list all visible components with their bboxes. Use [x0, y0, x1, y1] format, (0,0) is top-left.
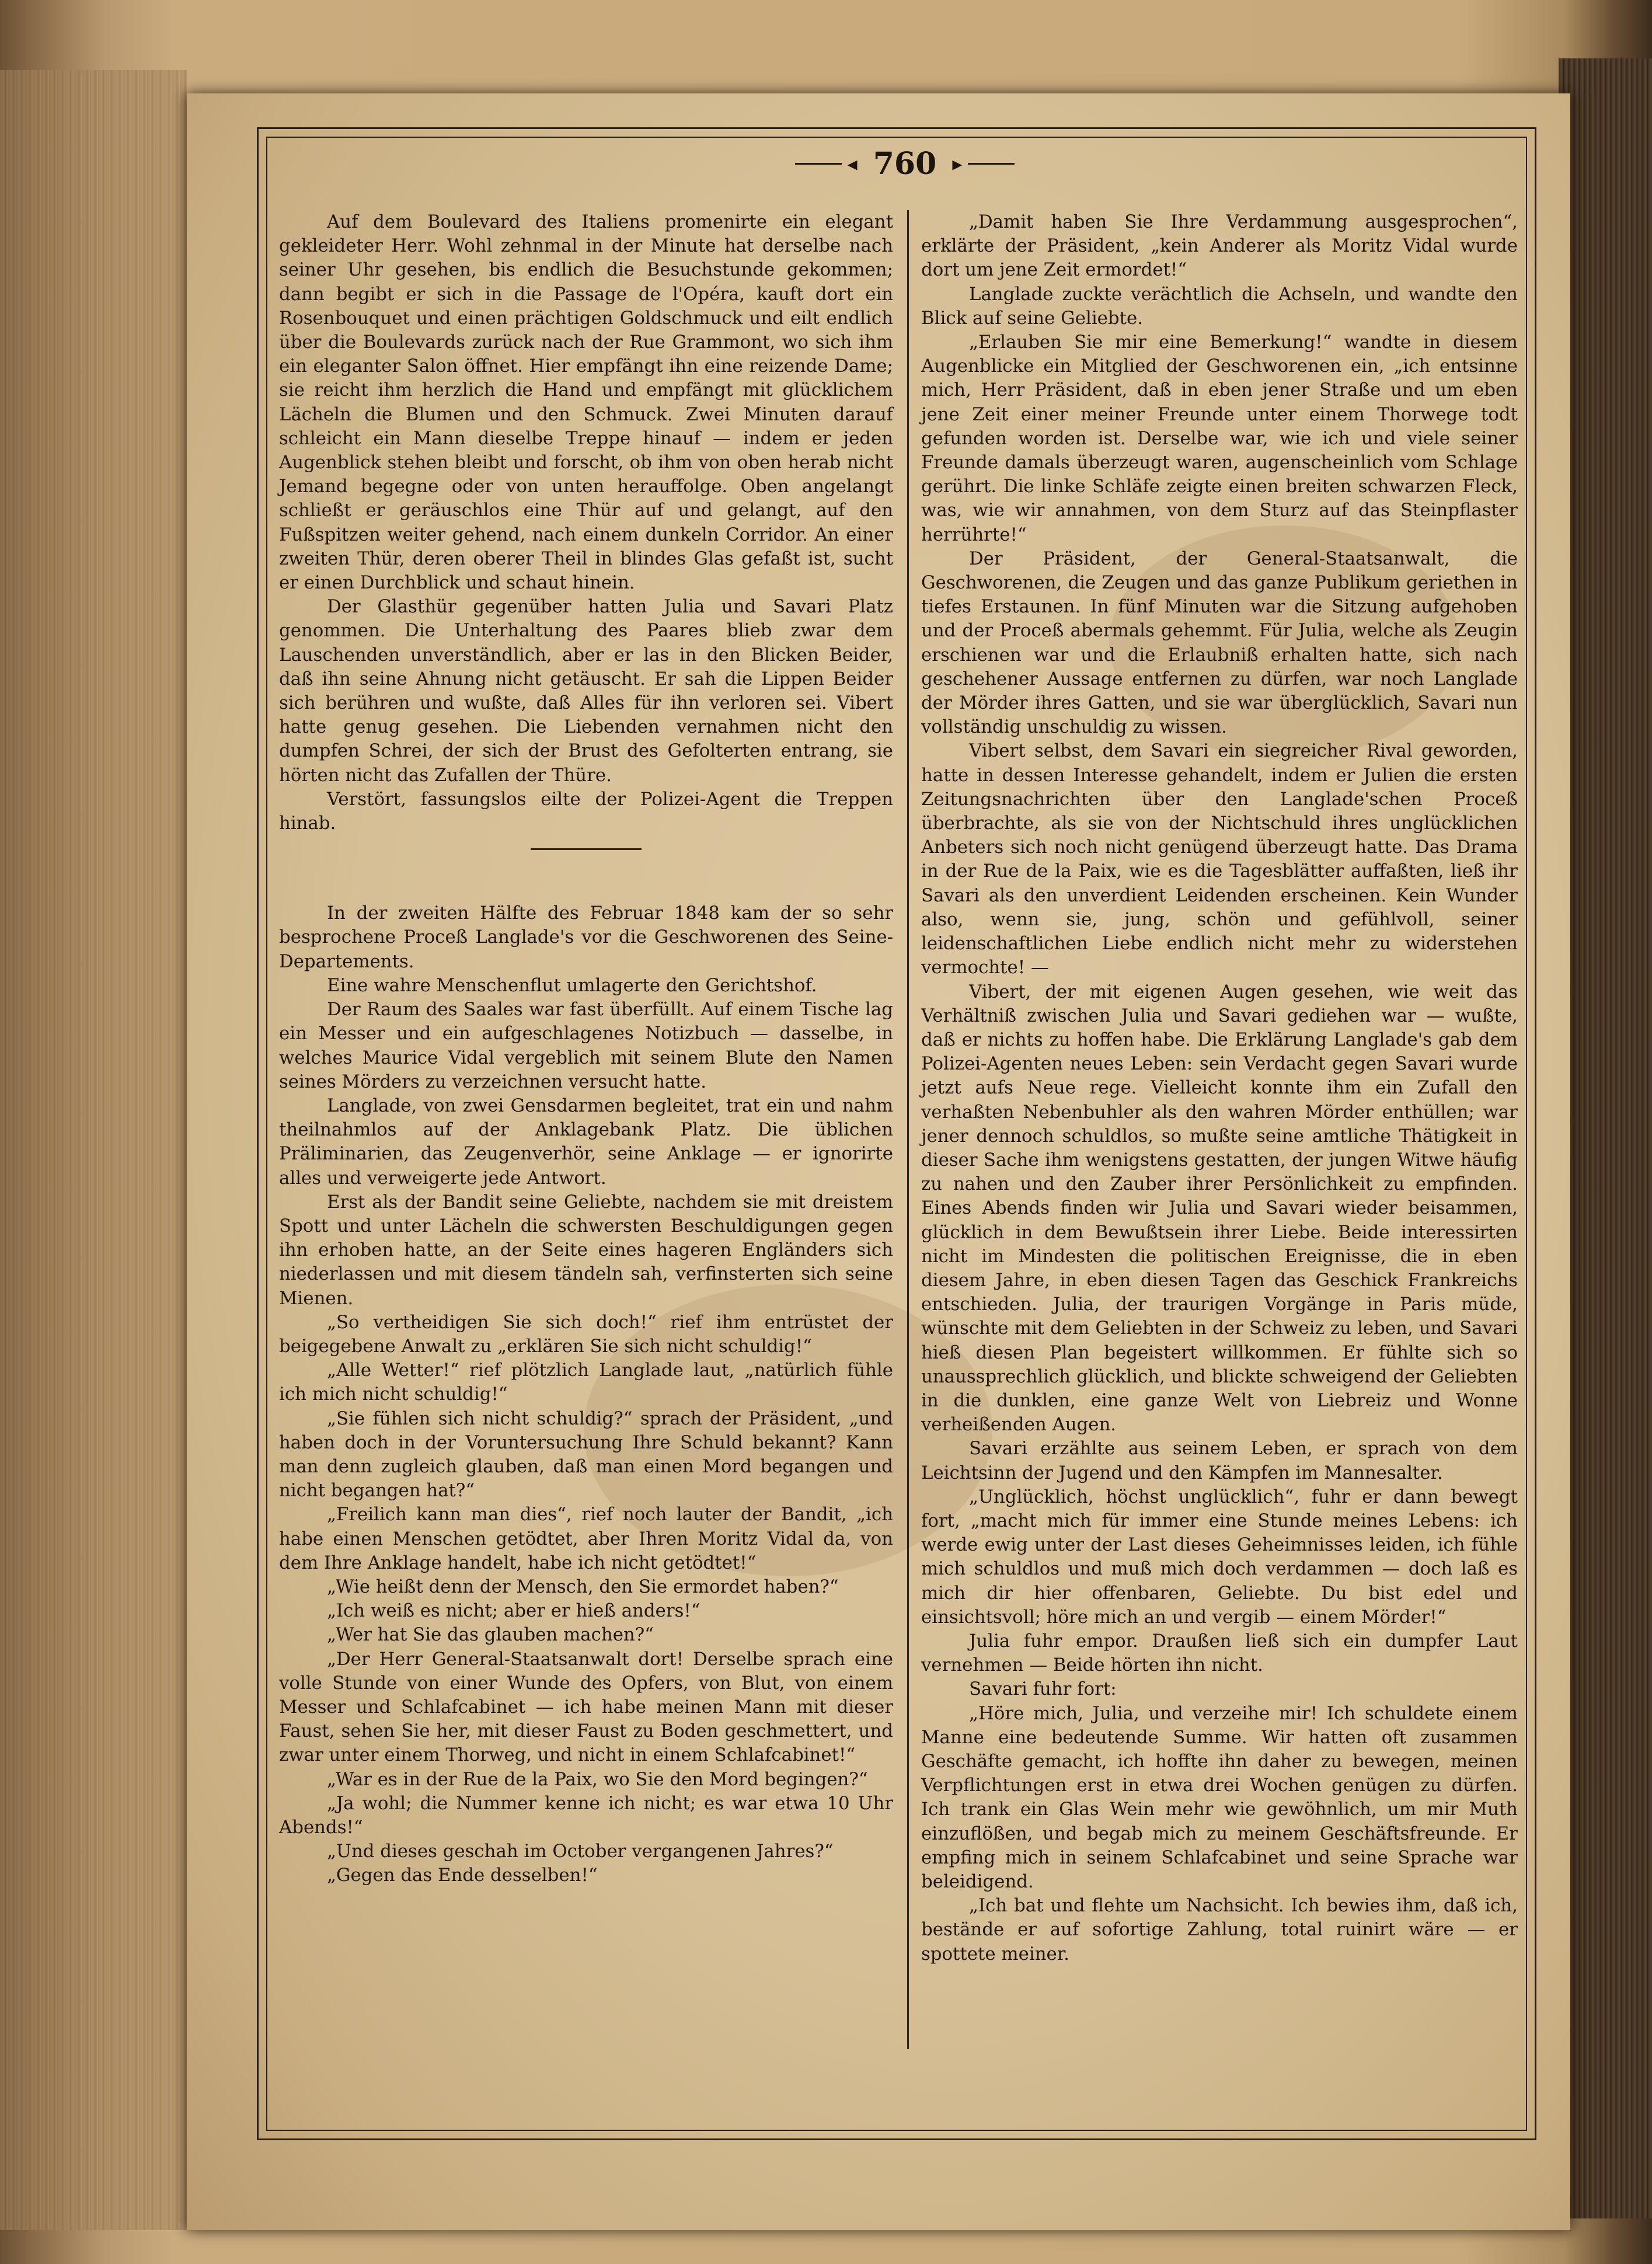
paragraph: „Damit haben Sie Ihre Verdammung ausgesprochen“, erklärte der Präsident, „kein Anderer als Moritz Vidal wurde dort um jene Zeit ermordet!“ [921, 211, 1518, 281]
paragraph: Savari fuhr fort: [969, 1678, 1117, 1700]
paragraph: Verstört, fassungslos eilte der Polizei-Agent die Treppen hinab. [279, 788, 893, 834]
paragraph: Langlade, von zwei Gensdarmen begleitet, trat ein und nahm theilnahmlos auf der Anklagebank Platz. Die üblichen Präliminarien, das Zeugenverhör, seine Anklage — er ignorirte alles und verweigerte jede Antwort. [279, 1095, 893, 1189]
paragraph: Der Raum des Saales war fast überfüllt. Auf einem Tische lag ein Messer und ein aufgeschlagenes Notizbuch — dasselbe, in welches Maurice Vidal vergeblich mit seinem Blute den Namen seines Mörders zu verzeichnen versucht hatte. [279, 999, 893, 1092]
paragraph: „Der Herr General-Staatsanwalt dort! Derselbe sprach eine volle Stunde von einer Wunde des Opfers, von Blut, von einem Messer und Schlafcabinet — ich habe meinen Mann mit dieser Faust, sehen Sie her, mit dieser Faust zu Boden geschmettert, und zwar unter einem Thorweg, und nicht in einem Schlafcabinet!“ [279, 1648, 893, 1766]
header-rule-left [795, 163, 842, 165]
page-header [759, 146, 1051, 193]
paragraph: In der zweiten Hälfte des Februar 1848 kam der so sehr besprochene Proceß Langlade's vor die Geschworenen des Seine-Departements. [279, 903, 893, 972]
paragraph: „War es in der Rue de la Paix, wo Sie den Mord begingen?“ [327, 1768, 868, 1790]
paragraph: „Sie fühlen sich nicht schuldig?“ sprach der Präsident, „und haben doch in der Voruntersuchung Ihre Schuld bekannt? Kann man denn zugleich glauben, daß man einen Mord begangen und nicht begangen hat?“ [279, 1408, 893, 1502]
paragraph: Der Präsident, der General-Staatsanwalt, die Geschworenen, die Zeugen und das ganze Publikum geriethen in tiefes Erstaunen. In fünf Minuten war die Sitzung aufgehoben und der Proceß abermals gehemmt. Für Julia, welche als Zeugin erschienen war und die Erlaubniß erhalten hatte, sich nach geschehener Aussage entfernen zu dürfen, war noch Langlade der Mörder ihres Gatten, und sie war überglücklich, Savari nun vollständig unschuldig zu wissen. [921, 548, 1518, 738]
page-number: 760 [873, 146, 937, 182]
paragraph: „Ich bat und flehte um Nachsicht. Ich bewies ihm, daß ich, bestände er auf sofortige Zahlung, total ruinirt wäre — er spottete meiner. [921, 1895, 1518, 1965]
column-divider [907, 210, 909, 2049]
paragraph: „Alle Wetter!“ rief plötzlich Langlade laut, „natürlich fühle ich mich nicht schuldig!“ [279, 1360, 893, 1405]
paragraph: „Gegen das Ende desselben!“ [327, 1865, 598, 1886]
paragraph: Eine wahre Menschenflut umlagerte den Gerichtshof. [327, 974, 817, 996]
paragraph: Erst als der Bandit seine Geliebte, nachdem sie mit dreistem Spott und unter Lächeln die schwersten Beschuldigungen gegen ihn erhoben hatte, an der Seite eines hageren Engländers sich niederlassen und mit diesem tändeln sah, verfinsterten sich seine Mienen. [279, 1191, 893, 1309]
paragraph: Langlade zuckte verächtlich die Achseln, und wandte den Blick auf seine Geliebte. [921, 283, 1518, 329]
left-page-edges [0, 70, 187, 2230]
header-rule-right [968, 163, 1015, 165]
arrow-right-ornament: ▸ [952, 152, 963, 176]
paragraph: „Unglücklich, höchst unglücklich“, fuhr er dann bewegt fort, „macht mich für immer eine Stunde meines Lebens: ich werde ewig unter der Last dieses Geheimnisses leiden, ich fühle mich schuldlos und muß mich doch verdammen — doch laß es mich dir hier offenbaren, Geliebte. Du bist edel und einsichtsvoll; höre mich an und vergib — einem Mörder!“ [921, 1486, 1518, 1628]
paragraph: „Freilich kann man dies“, rief noch lauter der Bandit, „ich habe einen Menschen getödtet, aber Ihren Moritz Vidal da, von dem Ihre Anklage handelt, habe ich nicht getödtet!“ [279, 1504, 893, 1573]
paragraph: Julia fuhr empor. Draußen ließ sich ein dumpfer Laut vernehmen — Beide hörten ihn nicht. [921, 1630, 1518, 1676]
paragraph: „Wie heißt denn der Mensch, den Sie ermordet haben?“ [327, 1576, 839, 1597]
right-column [921, 210, 1518, 1966]
paragraph: „Wer hat Sie das glauben machen?“ [327, 1624, 654, 1646]
arrow-left-ornament: ◂ [847, 152, 858, 176]
paragraph: „Höre mich, Julia, und verzeihe mir! Ich schuldete einem Manne eine bedeutende Summe. Wir hatten oft zusammen Geschäfte gemacht, ich hoffte ihn daher zu bewegen, meinen Verpflichtungen erst in etwa drei Wochen genügen zu dürfen. Ich trank ein Glas Wein mehr wie gewöhnlich, um mir Muth einzuflößen, und begab mich zu meinem Geschäftsfreunde. Er empfing mich in seinem Schlafcabinet und seine Sprache war beleidigend. [921, 1702, 1518, 1893]
paragraph: Savari erzählte aus seinem Leben, er sprach von dem Leichtsinn der Jugend und den Kämpfen im Mannesalter. [921, 1438, 1518, 1483]
paragraph: „Ich weiß es nicht; aber er hieß anders!“ [327, 1600, 700, 1622]
paragraph: Der Glasthür gegenüber hatten Julia und Savari Platz genommen. Die Unterhaltung des Paares blieb zwar dem Lauschenden unverständlich, aber er las in den Blicken Beider, daß ihn seine Ahnung nicht getäuscht. Er sah die Lippen Beider sich berühren und wußte, daß Alles für ihn verloren sei. Vibert hatte genug gesehen. Die Liebenden vernahmen nicht den dumpfen Schrei, der sich der Brust des Gefolterten entrang, sie hörten nicht das Zufallen der Thüre. [279, 596, 893, 786]
right-book-spine [1559, 58, 1652, 2218]
paragraph: Vibert, der mit eigenen Augen gesehen, wie weit das Verhältniß zwischen Julia und Savari gediehen war — wußte, daß er nichts zu hoffen habe. Die Erklärung Langlade's gab dem Polizei-Agenten neues Leben: sein Verdacht gegen Savari wurde jetzt aufs Neue rege. Vielleicht konnte ihm ein Zufall den verhaßten Nebenbuhler als den wahren Mörder enthüllen; war jener dennoch schuldlos, so mußte seine amtliche Thätigkeit in dieser Sache ihm wenigstens gestatten, der jungen Witwe häufig zu nahen und den Zauber ihrer Persönlichkeit zu empfinden. Eines Abends finden wir Julia und Savari wieder beisammen, glücklich in dem Bewußtsein ihrer Liebe. Beide interessirten nicht im Mindesten die politischen Ereignisse, die in eben diesem Jahre, in eben diesen Tagen das Geschick Frankreichs entschieden. Julia, der traurigen Vorgänge in Paris müde, wünschte mit dem Geliebten in der Schweiz zu leben, und Savari hieß diesen Plan begeistert willkommen. Er fühlte sich so unaussprechlich glücklich, und blickte schweigend der Geliebten in die dunklen, eine ganze Welt von Liebreiz und Wonne verheißenden Augen. [921, 981, 1518, 1436]
paragraph: „So vertheidigen Sie sich doch!“ rief ihm entrüstet der beigegebene Anwalt zu „erklären Sie sich nicht schuldig!“ [279, 1311, 893, 1357]
paragraph: „Ja wohl; die Nummer kenne ich nicht; es war etwa 10 Uhr Abends!“ [279, 1792, 893, 1838]
paragraph: „Erlauben Sie mir eine Bemerkung!“ wandte in diesem Augenblicke ein Mitglied der Geschworenen ein, „ich entsinne mich, Herr Präsident, daß in eben jener Straße und um eben jene Zeit einer meiner Freunde unter einem Thorwege todt gefunden worden ist. Derselbe war, wie ich und viele seiner Freunde damals überzeugt waren, augenscheinlich vom Schlage gerührt. Die linke Schläfe zeigte einen breiten schwarzen Fleck, was, wie wir annahmen, von dem Sturz auf das Steinpflaster herrührte!“ [921, 332, 1518, 545]
paragraph: „Und dieses geschah im October vergangenen Jahres?“ [327, 1841, 834, 1862]
paragraph: Auf dem Boulevard des Italiens promenirte ein elegant gekleideter Herr. Wohl zehnmal in der Minute hat derselbe nach seiner Uhr gesehen, bis endlich die Besuchstunde gekommen; dann begibt er sich in die Passage de l'Opéra, kauft dort ein Rosenbouquet und einen prächtigen Goldschmuck und eilt endlich über die Boulevards zurück nach der Rue Grammont, wo sich ihm ein eleganter Salon öffnet. Hier empfängt ihn eine reizende Dame; sie reicht ihm herzlich die Hand und empfängt mit glücklichem Lächeln die Blumen und den Schmuck. Zwei Minuten darauf schleicht ein Mann dieselbe Treppe hinauf — indem er jeden Augenblick stehen bleibt und forscht, ob ihm von oben herab nicht Jemand begegne oder von unten herauffolge. Oben angelangt schließt er geräuschlos eine Thür auf und gelangt, auf den Fußspitzen weiter gehend, nach einem dunkeln Corridor. An einer zweiten Thür, deren oberer Theil in blindes Glas gefaßt ist, sucht er einen Durchblick und schaut hinein. [279, 211, 893, 594]
section-separator [531, 848, 642, 850]
left-column [279, 210, 893, 1888]
paragraph: Vibert selbst, dem Savari ein siegreicher Rival geworden, hatte in dessen Interesse gehandelt, indem er Julien die ersten Zeitungsnachrichten über den Langlade'schen Proceß überbrachte, als sie von der Nichtschuld ihres unglücklichen Anbeters sich noch nicht genügend überzeugt hatte. Das Drama in der Rue de la Paix, wie es die Tagesblätter auffaßten, ließ ihr Savari als den unverdient Leidenden erscheinen. Kein Wunder also, wenn sie, jung, schön und gefühlvoll, seiner leidenschaftlichen Liebe endlich nicht mehr zu widerstehen vermochte! — [921, 740, 1518, 978]
